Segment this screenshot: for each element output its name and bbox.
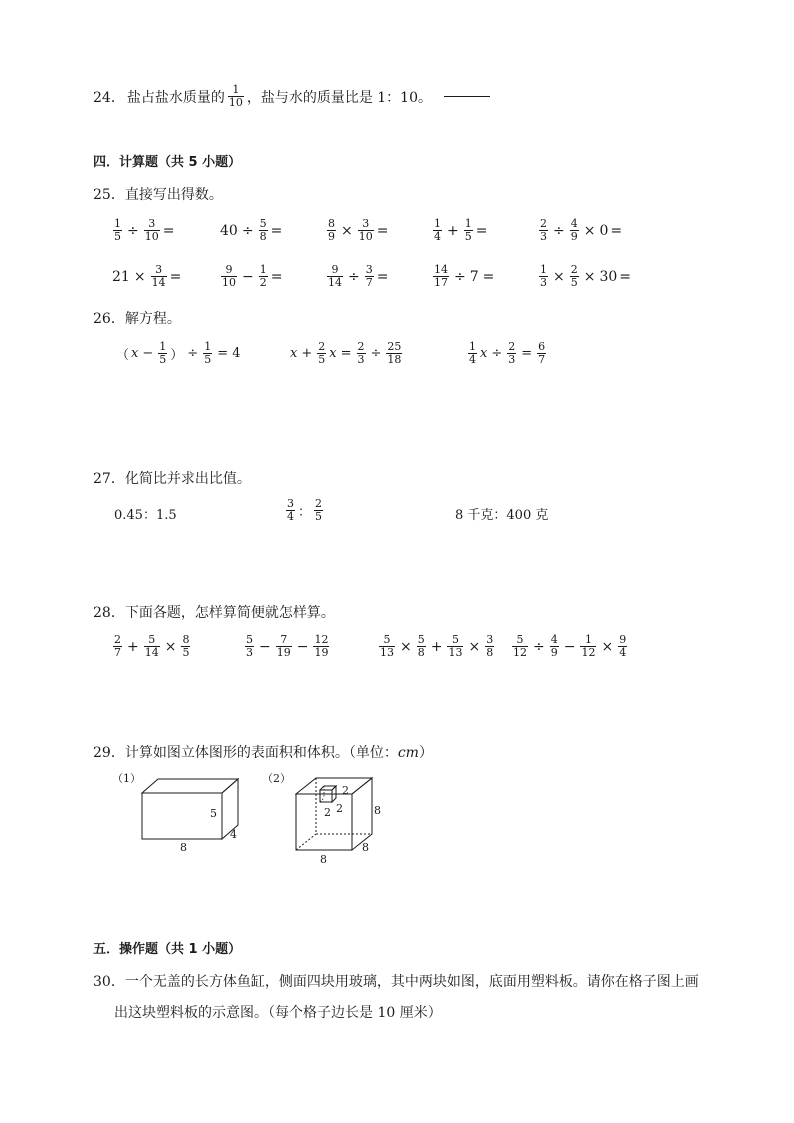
- figure-2-height-label: 8: [374, 804, 381, 817]
- q25-expr-2: 40 ÷ $\frac{5}{8}$ =: [220, 217, 283, 243]
- figure-2-tag: （2）: [262, 772, 291, 785]
- q25-expr-3: $\frac{8}{9}$ × $\frac{3}{10}$ =: [328, 217, 389, 243]
- figure-2-small-label-3: 2: [336, 802, 343, 815]
- question-24: 24． 盐占盐水质量的 $\frac{1}{10}$ ，盐与水的质量比是 1：10。: [93, 84, 490, 109]
- q26-equation-3: $\frac{1}{4}$ x ÷ $\frac{2}{3}$ = $\frac{6}{7}$: [469, 340, 546, 366]
- figure-1-cuboid: [130, 775, 250, 855]
- figure-1-height-label: 5: [210, 807, 217, 820]
- q28-expr-4: $\frac{5}{12}$ ÷ $\frac{4}{9}$ − $\frac{1}{12}$ × $\frac{9}{4}$: [513, 633, 627, 659]
- q25-expr-6: 21 × $\frac{3}{14}$ =: [112, 263, 182, 289]
- q28-expr-3: $\frac{5}{13}$ × $\frac{5}{8}$ + $\frac{5}{13}$ × $\frac{3}{8}$: [380, 633, 494, 659]
- figure-1-width-label: 4: [230, 828, 237, 841]
- q25-expr-1: $\frac{1}{5}$ ÷ $\frac{3}{10}$ =: [114, 217, 175, 243]
- question-26-label: 26．解方程。: [93, 311, 181, 327]
- section-heading-4: 四．计算题（共 5 小题）: [93, 155, 242, 170]
- q25-expr-4: $\frac{1}{4}$ + $\frac{1}{5}$ =: [434, 217, 488, 243]
- q28-expr-2: $\frac{5}{3}$ − $\frac{7}{19}$ − $\frac{12}{19}$: [246, 633, 329, 659]
- figure-2-length-label: 8: [320, 853, 327, 866]
- q25-expr-9: $\frac{14}{17}$ ÷ 7 =: [434, 263, 495, 289]
- question-30-line-2: 出这块塑料板的示意图。（每个格子边长是 10 厘米）: [114, 1005, 442, 1021]
- question-28-label: 28．下面各题，怎样算简便就怎样算。: [93, 605, 335, 621]
- figure-2-small-label-1: 2: [342, 784, 349, 797]
- figure-2-width-label: 8: [362, 841, 369, 854]
- figure-1-tag: （1）: [112, 772, 141, 785]
- figure-2-small-label-2: 2: [324, 806, 331, 819]
- section-heading-5: 五．操作题（共 1 小题）: [93, 942, 242, 957]
- question-25-label: 25．直接写出得数。: [93, 187, 223, 203]
- q26-equation-1: （ x − $\frac{1}{5}$ ） ÷ $\frac{1}{5}$ = 4: [116, 340, 241, 366]
- q25-expr-10: $\frac{1}{3}$ × $\frac{2}{5}$ × 30 =: [540, 263, 632, 289]
- figure-2-cube-with-cutout: [290, 772, 390, 867]
- question-30-line-1: 30．一个无盖的长方体鱼缸，侧面四块用玻璃，其中两块如图，底面用塑料板。请你在格子图上画: [93, 974, 699, 990]
- fraction: $\frac{1}{10}$: [228, 83, 243, 109]
- q28-expr-1: $\frac{2}{7}$ + $\frac{5}{14}$ × $\frac{8}{5}$: [114, 633, 190, 659]
- q25-expr-8: $\frac{9}{14}$ ÷ $\frac{3}{7}$ =: [328, 263, 389, 289]
- q27-ratio-3: 8 千克：400 克: [455, 508, 549, 523]
- question-27-label: 27．化简比并求出比值。: [93, 471, 251, 487]
- q26-equation-2: x + $\frac{2}{5}$ x = $\frac{2}{3}$ ÷ $\frac{25}{18}$: [290, 340, 402, 366]
- q27-ratio-1: 0.45：1.5: [114, 508, 177, 523]
- question-29-label: 29．计算如图立体图形的表面积和体积。（单位：cm）: [93, 745, 433, 761]
- q25-expr-7: $\frac{9}{10}$ − $\frac{1}{2}$ =: [222, 263, 283, 289]
- q27-ratio-2: $\frac{3}{4}$ ： $\frac{2}{5}$: [287, 497, 323, 523]
- q25-expr-5: $\frac{2}{3}$ ÷ $\frac{4}{9}$ × 0 =: [540, 217, 623, 243]
- answer-blank[interactable]: [444, 96, 490, 97]
- figure-1-length-label: 8: [180, 841, 187, 854]
